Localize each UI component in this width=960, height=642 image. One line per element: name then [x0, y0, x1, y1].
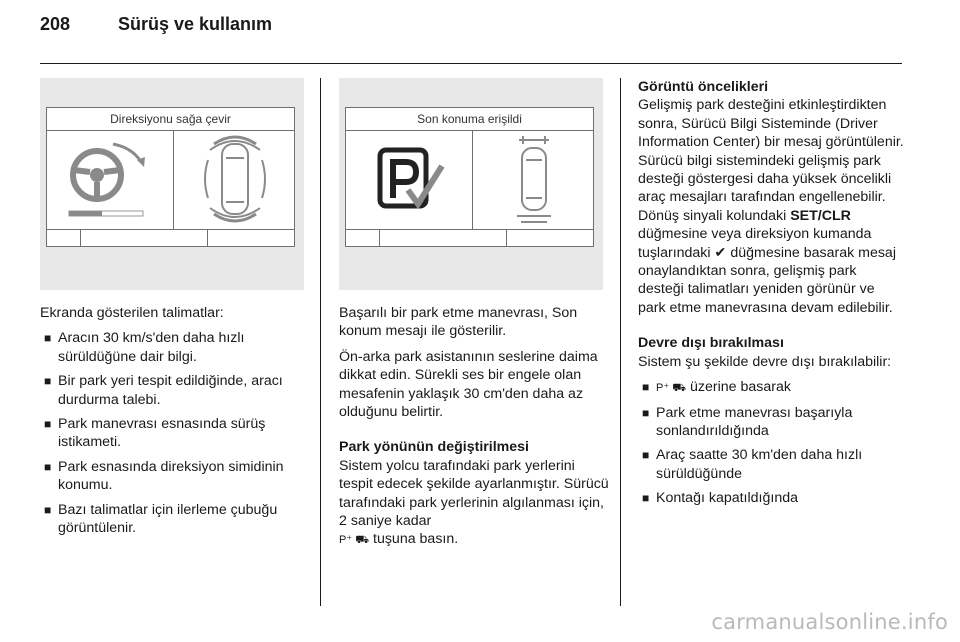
list-item: ■ Park esnasında direksiyon simidinin konumu.	[44, 458, 284, 494]
list-item: ■ Park manevrası esnasında sürüş istikameti.	[44, 416, 266, 451]
checkmark-icon: ✔	[714, 244, 727, 261]
list-item: ■ Kontağı kapatıldığında	[642, 490, 798, 507]
column-2	[339, 304, 609, 557]
list-item: ■ Araç saatte 30 km'den daha hızlı sürüldüğünde	[642, 447, 863, 482]
list-item: ■ Bazı talimatlar için ilerleme çubuğu görüntülenir.	[44, 501, 278, 537]
subheading: Görüntü öncelikleri	[638, 79, 769, 95]
parking-check-icon	[346, 130, 472, 229]
subheading: Park yönünün değiştirilmesi	[339, 439, 530, 456]
dic-screen	[46, 107, 295, 247]
park-assist-button-icon: P⁺ ⛟	[339, 534, 370, 547]
list-item: ■ Bir park yeri tespit edildiğinde, aracı durdurma talebi.	[44, 373, 283, 408]
paragraph: Sistem yolcu tarafındaki park yerlerini tespit edecek şekilde ayarlanmıştır. Sürücü tarafındaki park yerlerinin algılanması için, 2 saniye kadar P⁺ ⛟ tuşuna basın.	[339, 457, 609, 548]
paragraph: Sistem şu şekilde devre dışı bırakılabilir:	[638, 353, 892, 370]
figure-final-position	[339, 78, 603, 290]
intro-text: Ekranda gösterilen talimatlar:	[40, 305, 224, 321]
list-item: ■ P⁺ ⛟ üzerine basarak	[642, 379, 791, 396]
paragraph: Ön-arka park asistanının seslerine daima dikkat edin. Sürekli ses bir engele olan mesafenin yaklaşık 30 cm'den daha az olduğunu belirtir.	[339, 348, 598, 421]
subheading: Devre dışı bırakılması	[638, 335, 784, 352]
column-1	[40, 304, 310, 543]
list-item: ■ Aracın 30 km/s'den daha hızlı sürüldüğüne dair bilgi.	[44, 330, 245, 365]
section-title: Sürüş ve kullanım	[118, 14, 273, 34]
column-divider-1	[320, 78, 321, 606]
car-sensor-icon	[473, 130, 593, 229]
list-item: ■ Park etme manevrası başarıyla sonlandırıldığında	[642, 404, 853, 439]
screen-title: Son konuma erişildi	[346, 108, 593, 131]
paragraph: Başarılı bir park etme manevrası, Son konum mesajı ile gösterilir.	[339, 305, 578, 340]
dic-screen	[345, 107, 594, 247]
column-divider-2	[620, 78, 621, 606]
car-sensor-icon	[174, 130, 294, 229]
figure-steering-instruction	[40, 78, 304, 290]
set-clr-label: SET/CLR	[790, 207, 851, 224]
deactivation-list	[638, 378, 904, 507]
header-rule	[40, 63, 902, 64]
instruction-list	[40, 329, 310, 537]
watermark: carmanualsonline.info	[711, 610, 948, 634]
page-number: 208	[40, 14, 71, 34]
column-3	[638, 78, 904, 514]
screen-title: Direksiyonu sağa çevir	[47, 108, 294, 131]
paragraph: Gelişmiş park desteğini etkinleştirdikten sonra, Sürücü Bilgi Sisteminde (Driver Information Center) bir mesaj görüntülenir. Sürücü bilgi sistemindeki gelişmiş park desteği göstergesi daha yüksek öncelikli araç mesajları tarafından engellenebilir. Dönüş sinyali kolundaki SET/CLR düğmesine veya direksiyon kumanda tuşlarındaki ✔ düğmesine basarak mesaj onaylandıktan sonra, gelişmiş park desteği talimatları yeniden görünür ve park etme manevrasına devam edilebilir.	[638, 97, 904, 316]
park-assist-button-icon: P⁺ ⛟	[656, 382, 687, 395]
